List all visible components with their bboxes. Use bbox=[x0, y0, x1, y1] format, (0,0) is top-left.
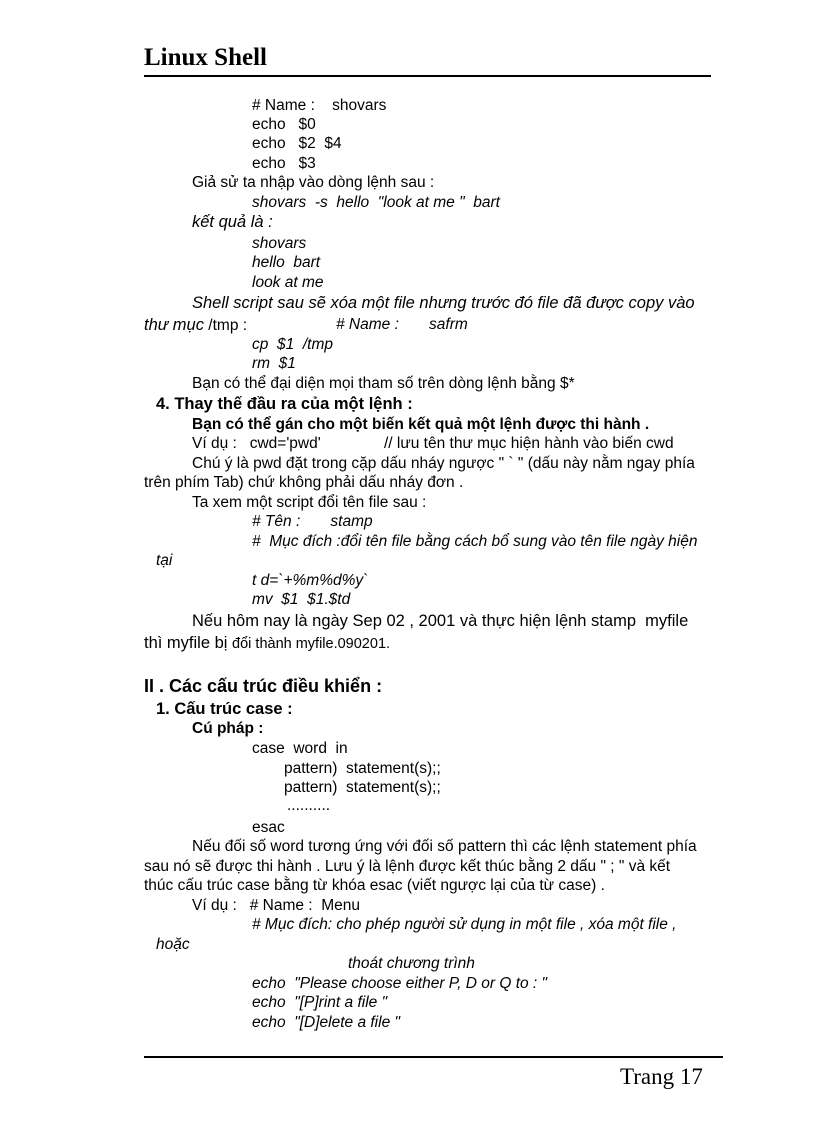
text-line bbox=[144, 316, 247, 335]
text-line: echo $3 bbox=[252, 155, 316, 172]
text-line: thúc cấu trúc case bằng từ khóa esac (viết ngược lại của từ case) . bbox=[144, 877, 605, 894]
text-line: t d=`+%m%d%y` bbox=[252, 572, 369, 589]
text-line: Ta xem một script đổi tên file sau : bbox=[192, 494, 427, 511]
text-line: hoặc bbox=[156, 936, 190, 953]
text-line: mv $1 $1.$td bbox=[252, 591, 351, 608]
text-line: kết quả là : bbox=[192, 213, 273, 231]
text-line: sau nó sẽ được thi hành . Lưu ý là lệnh được kết thúc bằng 2 dấu " ; " và kết bbox=[144, 858, 671, 875]
text-line: shovars -s hello "look at me " bart bbox=[252, 194, 500, 211]
text-line: tại bbox=[156, 552, 173, 569]
text-line: // lưu tên thư mục hiện hành vào biến cwd bbox=[384, 435, 674, 452]
text-line: esac bbox=[252, 819, 285, 836]
text-line: # Mục đích: cho phép người sử dụng in một file , xóa một file , bbox=[252, 916, 677, 933]
text-line: Cú pháp : bbox=[192, 720, 264, 737]
section-heading: 1. Cấu trúc case : bbox=[156, 700, 293, 718]
text-line: pattern) statement(s);; bbox=[284, 760, 441, 777]
text-segment: thư mục bbox=[144, 316, 204, 334]
page-number: Trang 17 bbox=[620, 1064, 703, 1089]
text-segment: thì myfile bị bbox=[144, 634, 233, 652]
page-header-title: Linux Shell bbox=[144, 44, 267, 71]
text-line: shovars bbox=[252, 235, 307, 252]
section-heading: 4. Thay thế đầu ra của một lệnh : bbox=[156, 395, 413, 413]
text-line: # Mục đích :đổi tên file bằng cách bổ sung vào tên file ngày hiện bbox=[252, 533, 698, 550]
text-line: thoát chương trình bbox=[348, 955, 475, 972]
text-line: # Name : shovars bbox=[252, 97, 387, 114]
text-segment: đổi thành myfile.090201. bbox=[232, 636, 391, 652]
text-line: echo "[D]elete a file " bbox=[252, 1014, 400, 1031]
text-line bbox=[144, 634, 390, 653]
text-line: Bạn có thể gán cho một biến kết quả một lệnh được thi hành . bbox=[192, 416, 650, 433]
text-line: # Tên : stamp bbox=[252, 513, 373, 530]
text-line: rm $1 bbox=[252, 355, 296, 372]
text-line: echo $2 $4 bbox=[252, 135, 342, 152]
text-line: case word in bbox=[252, 740, 348, 757]
text-line: Shell script sau sẽ xóa một file nhưng trước đó file đã được copy vào bbox=[192, 294, 695, 312]
text-line: Chú ý là pwd đặt trong cặp dấu nháy ngược " ` " (dấu này nằm ngay phía bbox=[192, 455, 695, 472]
text-line: Nếu đối số word tương ứng với đối số pattern thì các lệnh statement phía bbox=[192, 838, 697, 855]
text-line: # Name : safrm bbox=[336, 316, 468, 333]
footer-divider bbox=[144, 1056, 723, 1058]
text-line: trên phím Tab) chứ không phải dấu nháy đơn . bbox=[144, 474, 464, 491]
header-divider bbox=[144, 75, 711, 77]
chapter-heading: II . Các cấu trúc điều khiển : bbox=[144, 676, 383, 696]
text-line: echo "[P]rint a file " bbox=[252, 994, 388, 1011]
text-line: Giả sử ta nhập vào dòng lệnh sau : bbox=[192, 174, 435, 191]
text-line: Ví dụ : # Name : Menu bbox=[192, 897, 360, 914]
text-line: hello bart bbox=[252, 254, 321, 271]
text-line: pattern) statement(s);; bbox=[284, 779, 441, 796]
text-line: look at me bbox=[252, 274, 324, 291]
text-segment: /tmp : bbox=[203, 317, 248, 334]
text-line: echo "Please choose either P, D or Q to : " bbox=[252, 975, 548, 992]
text-line: Ví dụ : cwd='pwd' bbox=[192, 435, 321, 452]
text-line: cp $1 /tmp bbox=[252, 336, 333, 353]
text-line: Bạn có thể đại diện mọi tham số trên dòng lệnh bằng $* bbox=[192, 375, 575, 392]
text-line: .......... bbox=[287, 797, 331, 814]
text-line: Nếu hôm nay là ngày Sep 02 , 2001 và thực hiện lệnh stamp myfile bbox=[192, 612, 689, 630]
text-line: echo $0 bbox=[252, 116, 316, 133]
